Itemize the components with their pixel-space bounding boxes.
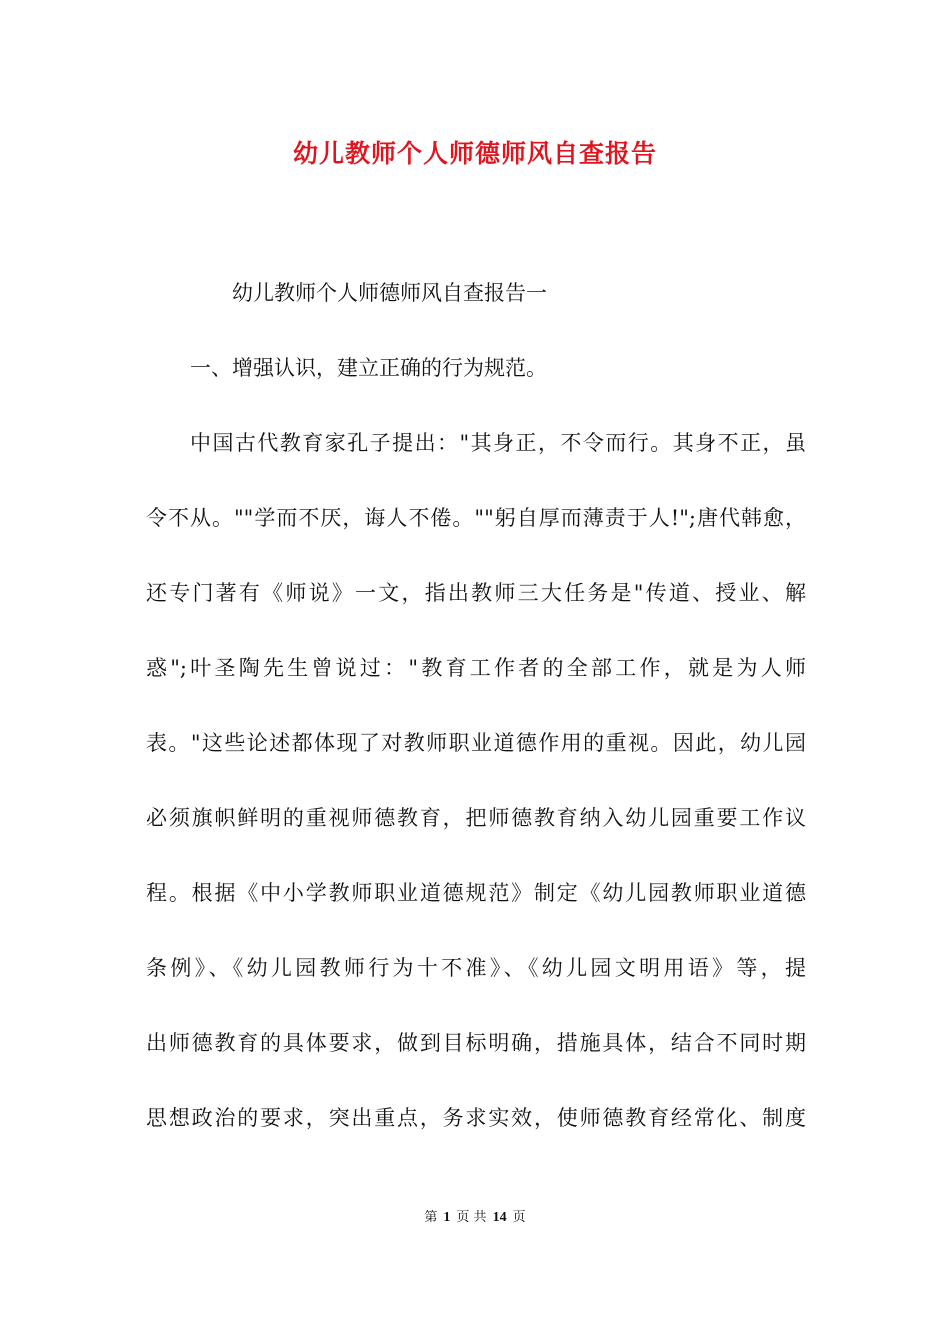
page-footer	[0, 1208, 950, 1228]
body-line-4: 惑";叶圣陶先生曾说过："教育工作者的全部工作，就是为人师	[146, 656, 806, 680]
footer-total-pages: 14	[492, 1210, 507, 1225]
footer-page-number: 1	[443, 1210, 451, 1225]
footer-middle: 页 共	[456, 1210, 487, 1225]
body-line-1: 中国古代教育家孔子提出："其身正，不令而行。其身不正，虽	[190, 431, 806, 455]
body-line-9: 出师德教育的具体要求，做到目标明确，措施具体，结合不同时期	[146, 1031, 806, 1055]
section-heading: 一、增强认识，建立正确的行为规范。	[190, 356, 547, 380]
body-paragraph	[146, 425, 806, 1175]
body-line-3: 还专门著有《师说》一文，指出教师三大任务是"传道、授业、解	[146, 581, 806, 605]
body-line-2: 令不从。""学而不厌，诲人不倦。""躬自厚而薄责于人!";唐代韩愈，	[146, 506, 806, 530]
footer-suffix: 页	[512, 1210, 526, 1225]
document-subtitle: 幼儿教师个人师德师风自查报告一	[232, 281, 547, 305]
body-line-5: 表。"这些论述都体现了对教师职业道德作用的重视。因此，幼儿园	[146, 731, 806, 755]
body-line-8: 条例》、《幼儿园教师行为十不准》、《幼儿园文明用语》等，提	[146, 956, 806, 980]
document-title: 幼儿教师个人师德师风自查报告	[292, 139, 657, 168]
body-line-6: 必须旗帜鲜明的重视师德教育，把师德教育纳入幼儿园重要工作议	[146, 806, 806, 830]
body-line-7: 程。根据《中小学教师职业道德规范》制定《幼儿园教师职业道德	[146, 881, 806, 905]
body-line-10: 思想政治的要求，突出重点，务求实效，使师德教育经常化、制度	[146, 1106, 806, 1130]
footer-prefix: 第	[424, 1210, 438, 1225]
